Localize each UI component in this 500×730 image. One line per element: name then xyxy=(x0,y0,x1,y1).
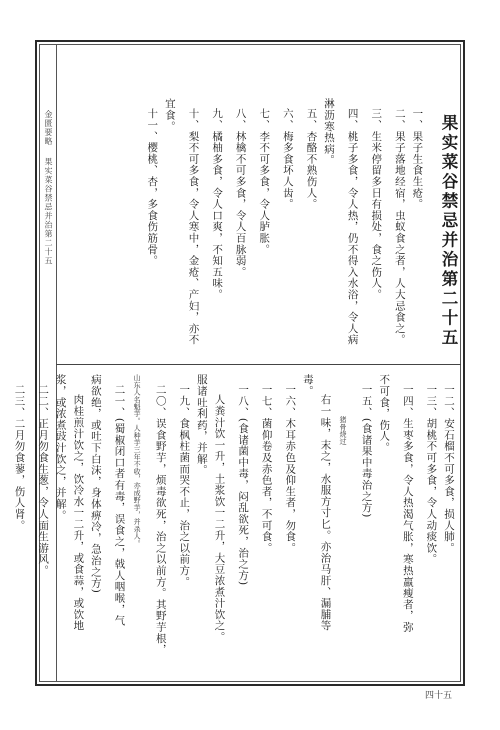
annotation-note: 山东人名魁芋。人种芋三年不收，亦成野芋，并杀人。 xyxy=(133,374,142,547)
chapter-title: 果实菜谷禁忌并治第二十五 xyxy=(439,114,458,348)
text-column: 十、梨不可多食，令人寒中，金疮、产妇，亦不 xyxy=(187,108,200,346)
text-column: 人粪汁饮一升，土浆饮一二升，大豆浓煮汁饮之。 xyxy=(213,394,226,643)
text-column: 病欲绝，或吐下白沫，身体痹冷，急治之方) xyxy=(89,374,102,594)
text-column: 右一味，末之，水服方寸匕。亦治马肝、漏脯等 xyxy=(319,394,332,632)
spine-label xyxy=(42,110,54,410)
page-number: 四十五 xyxy=(425,691,453,701)
text-column: 六、梅多食坏人齿。 xyxy=(281,108,294,210)
section-divider xyxy=(56,364,461,365)
bottom-text-block xyxy=(4,374,457,674)
text-column: 五、杏酪不熟伤人。 xyxy=(305,108,318,210)
text-column: 肉桂煎汁饮之，饮冷水一二升，或食蒜，或饮地 xyxy=(72,394,85,632)
text-column: 服诸吐利药，并解。 xyxy=(195,374,208,476)
text-column: 七、李不可多食，令人胪胀。 xyxy=(258,108,271,255)
text-column: 九、橘柚多食，令人口爽，不知五味。 xyxy=(211,108,224,301)
text-column: 二〇、误食野芋，烦毒欲死，治之以前方。其野芋根， xyxy=(154,384,167,656)
spine-book-title: 金匮要略 xyxy=(44,110,53,146)
spine-chapter-title: 果实菜谷禁忌并治第二十五 xyxy=(44,157,53,266)
text-column: 八、林檎不可多食，令人百脉弱。 xyxy=(234,108,247,278)
text-column: 不可食，伤人。 xyxy=(378,374,391,454)
text-column: 浆，或浓煮豉汁饮之，并解。 xyxy=(54,374,67,521)
text-column: 二三、二月勿食蓼，伤人肾。 xyxy=(13,384,26,531)
text-column: 十一、樱桃、杏，多食伤筋骨。 xyxy=(146,108,159,267)
text-column: 三、生米停留多日有损处，食之伤人。 xyxy=(370,108,383,301)
text-column: 毒。 xyxy=(301,374,314,397)
text-column: 一三、胡桃不可多食，令人动痰饮。 xyxy=(425,384,438,565)
text-column: 一八、(食诸菌中毒，闷乱欲死，治之方) xyxy=(237,384,250,586)
text-column: 一九、食枫柱菌而哭不止，治之以前方。 xyxy=(178,384,191,588)
text-column: 宜食。 xyxy=(163,98,176,132)
text-column: 淋沥寒热病。 xyxy=(323,98,336,166)
text-column: 一七、菌仰卷及赤色者，不可食。 xyxy=(260,384,273,554)
text-column: 四、桃子多食，令人热，仍不得入水浴，令人病 xyxy=(346,108,359,346)
text-column: 一二、安石榴不可多食，损人肺。 xyxy=(443,384,455,554)
ingredient-note: 猪骨烧过 xyxy=(339,416,348,445)
text-column: 一、果子生食生疮。 xyxy=(411,108,424,210)
text-column: 二一、(蜀椒闭口者有毒，误食之，戟人咽喉，气 xyxy=(113,384,126,627)
text-column: 二二、正月勿食生葱，令人面生游风。 xyxy=(37,384,50,577)
text-column: 一五、(食诸果中毒治之方) xyxy=(360,384,373,519)
text-column: 一六、木耳赤色及仰生者，勿食。 xyxy=(284,384,297,554)
top-text-block xyxy=(137,98,457,360)
text-column: 二、果子落地经宿，虫蚁食之者，人大忌食之。 xyxy=(393,108,406,346)
text-column: 一四、生枣多食，令人热渴气胀，寒热羸瘦者，弥 xyxy=(401,384,414,633)
